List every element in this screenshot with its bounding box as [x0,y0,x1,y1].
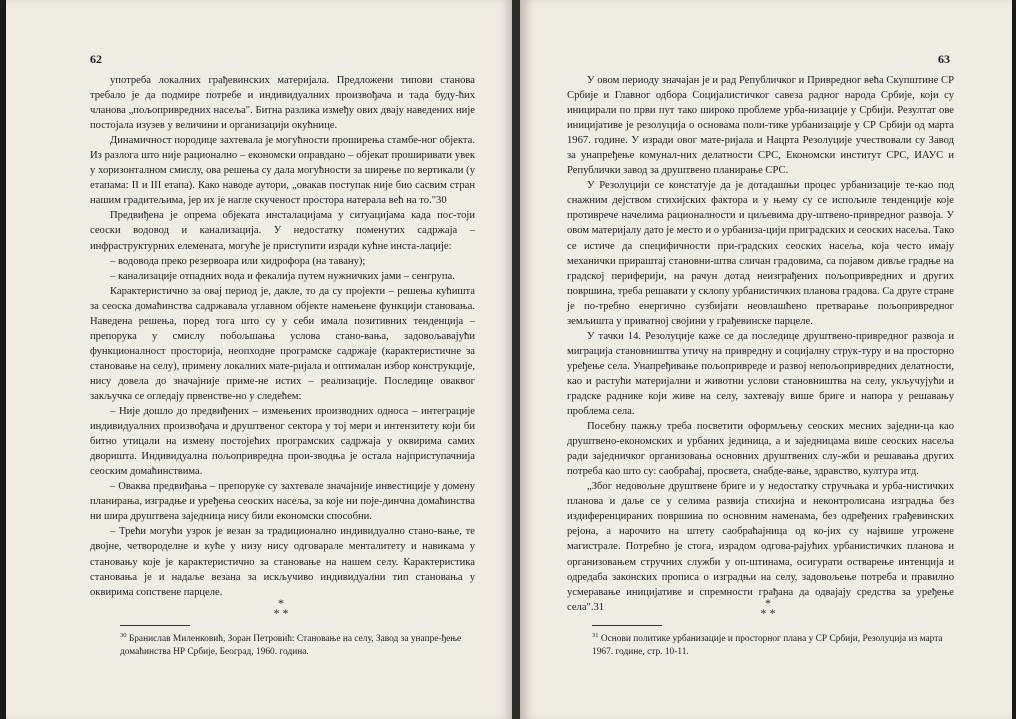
list-item: – Оваква предвиђања – препоруке су захтевале значајније инвестиције у домену планирања, изградње и уређења сеоских насеља, за које ни поје-динчна домаћинства ни шира друштвена заједница нису били економски способни. [90,481,475,523]
footnote-text: Основи политике урбанизације и просторног плана у СР Србији, Резолуција из марта 1967. године, стр. 10-11. [592,634,943,658]
right-page [520,0,1012,719]
asterism: * * * [273,596,289,620]
body-text [90,73,475,600]
page-number: 62 [90,52,102,66]
paragraph: У Резолуцији се констатује да је дотадашњи процес урбанизације те-као под снажним дејством стихијских фактора и у њему су се испољиле тенденције које противрече начелима рационалности и циљевима дру-штвено-привредног развоја. У овом материјалу дато је место и о урбаниза-цији приградских и сеоских насеља. Тако се истиче да специфичности при-градских сеоских насеља, која често имају механички прираштај становни-штва сличан градовима, са појавом дивље градње на градској периферији, на рачун дотад неизграђених пољопривредних и других површина, треба решавати у склопу урбанистичких планова градова. Са друге стране је по-требно енергично сузбијати неовлашћено претварање пољопривредног земљишта у приватној својини у грађевинске парцеле. [567,180,954,327]
paragraph: Посебну пажњу треба посветити оформљењу сеоских месних заједни-ца као друштвено-економских и урбаних јединица, а и заједницама више сеоских насеља ради заједничког организовања основних друштвених слу-жби и решавања других потреба као што су: саобраћај, просвета, снабде-вање, здравство, култура итд. [567,421,954,478]
paragraph: Предвиђена је опрема објеката инсталацијама у ситуацијама када пос-тоји сеоски водовод и канализација. У недостатку поменутих садржаја – инфраструктурних елемената, могуће је приступити изради кућне инста-лације: [90,210,475,252]
body-text [567,73,954,615]
footnote-rule [592,625,662,626]
list-item: – Није дошло до предвиђених – измењених производних односа – интеграције индивидуалних произвођача и друштвеног сектора у тој мери и интензитету који би битно утицали на измену постојећих програмских садржаја у оквирима самих дворишта. Индивидуална пољопривредна прои-зводња је остала најприступачнија сеоским домаћинствима. [90,406,475,478]
page-number: 63 [938,52,950,66]
footnote-text: Бранислав Миленковић, Зоран Петровић: Становање на селу, Завод за унапре-ђење домаћинства НР Србије, Београд, 1960. година. [120,634,462,658]
footnote [120,629,476,659]
quote-paragraph: „Због недовољне друштвене бриге и у недостатку стручњака и урба-нистичких планова и даље се у селима развија стихијна и неконтролисана изградња без издиференцираних површина по основним наменама, без одређених грађевинских рејона, а нарочито на штету саобраћајница од ко-јих су највише угрожене магистрале. Потребно је стога, израдом одгова-рајућих урбанистичких планова и организовањем стручних служби у оп-штинама, осигурати остварење интенција и одредаба законских прописа о изградњи на селу, задовољење потреба и правилно усмеравање иницијативе и спремности грађана да одвајају средства за уређење села".31 [567,481,954,613]
footnote-mark: 30 [120,632,127,639]
asterism: * * * [760,596,776,620]
list-item: – водовода преко резервоара или хидрофора (на тавану); [110,255,366,267]
footnote-rule [120,625,190,626]
list-item: – канализације отпадних вода и фекалија путем нужничких јами – сенгрупа. [110,270,455,282]
paragraph: употреба локалних грађевинских материјала. Предложени типови станова требало је да подмире потребе и индивидуалних произвођача и тада буду-ћих чланова „пољопривредних насеља". Битна разлика између ових двају наведених није постојала изузев у величини и организацији окућнице. [90,75,475,132]
footnote-mark: 31 [592,632,599,639]
paragraph: У тачки 14. Резолуције каже се да последице друштвено-привредног развоја и миграција становништва утичу на привредну и социјалну струк-туру и на просторно уређење села. Унапређивање пољопривреде и развој непољопривредних делатности, као и растући материјални и животни услови становништва на селу, укључујући и градске раднике који живе на селу, захтевају више бриге и напора у решавању проблема села. [567,330,954,418]
list-item: – Трећи могући узрок је везан за традиционално индивидуално стано-вање, те двојне, четвороделне и куће у низу нису одговарале менталитету и навикама у становању које је карактеристично за становање на нашем селу. Карактеристика становања је и надаље везана за искључиво индивидуални тип становања у оквирима сопствене парцеле. [90,526,475,598]
paragraph: У овом периоду значајан је и рад Републичког и Привредног већа Скупштине СР Србије и Главног одбора Социјалистичког савеза радног народа Србије, који су иницирали по први пут тако широко проблеме урба-низације у Србији. Резултат ове иницијативе је резолуција о основама поли-тике урбанизације у СР Србији од марта 1967. године. У изради овог мате-ријала и Нацрта Резолуције учествовали су Завод за унапређење комунал-них делатности СРС, Економски институт СРС, ИАУС и Републички завод за друштвено планирање СРС. [567,75,954,177]
left-page [6,0,514,719]
footnote [592,629,962,659]
paragraph: Карактеристично за овај период је, дакле, то да су пројекти – решења кућишта за сеоска домаћинства садржавала углавном објекте намењене функцији становања. Наведена решења, поред тога што су у себи имала позитивних тенденција – препорука у смислу побољшања услова стано-вања, задовољавајући функционалност просторија, неопходне програмске садржаје (карактеристичне за становање на селу), примену локалних мате-ријала и оптималан избор конструкције, нису довела до значајније приме-не истих – реализације. Последице оваквог закључка се огледају првенстве-но у следећем: [90,285,475,402]
paragraph: Динамичност породице захтевала је могућности проширења стамбе-ног објекта. Из разлога што није рационално – економски оправдано – објекат проширивати увек у хоризонталном смислу, ова решења су дала могућности за ширење по вертикали (у етапама: II и III етапа). Како наводе аутори, „овакав поступак није био сасвим стран нашим градитељима, јер их је нагле скученост простора натерала већ на то."30 [90,135,475,207]
